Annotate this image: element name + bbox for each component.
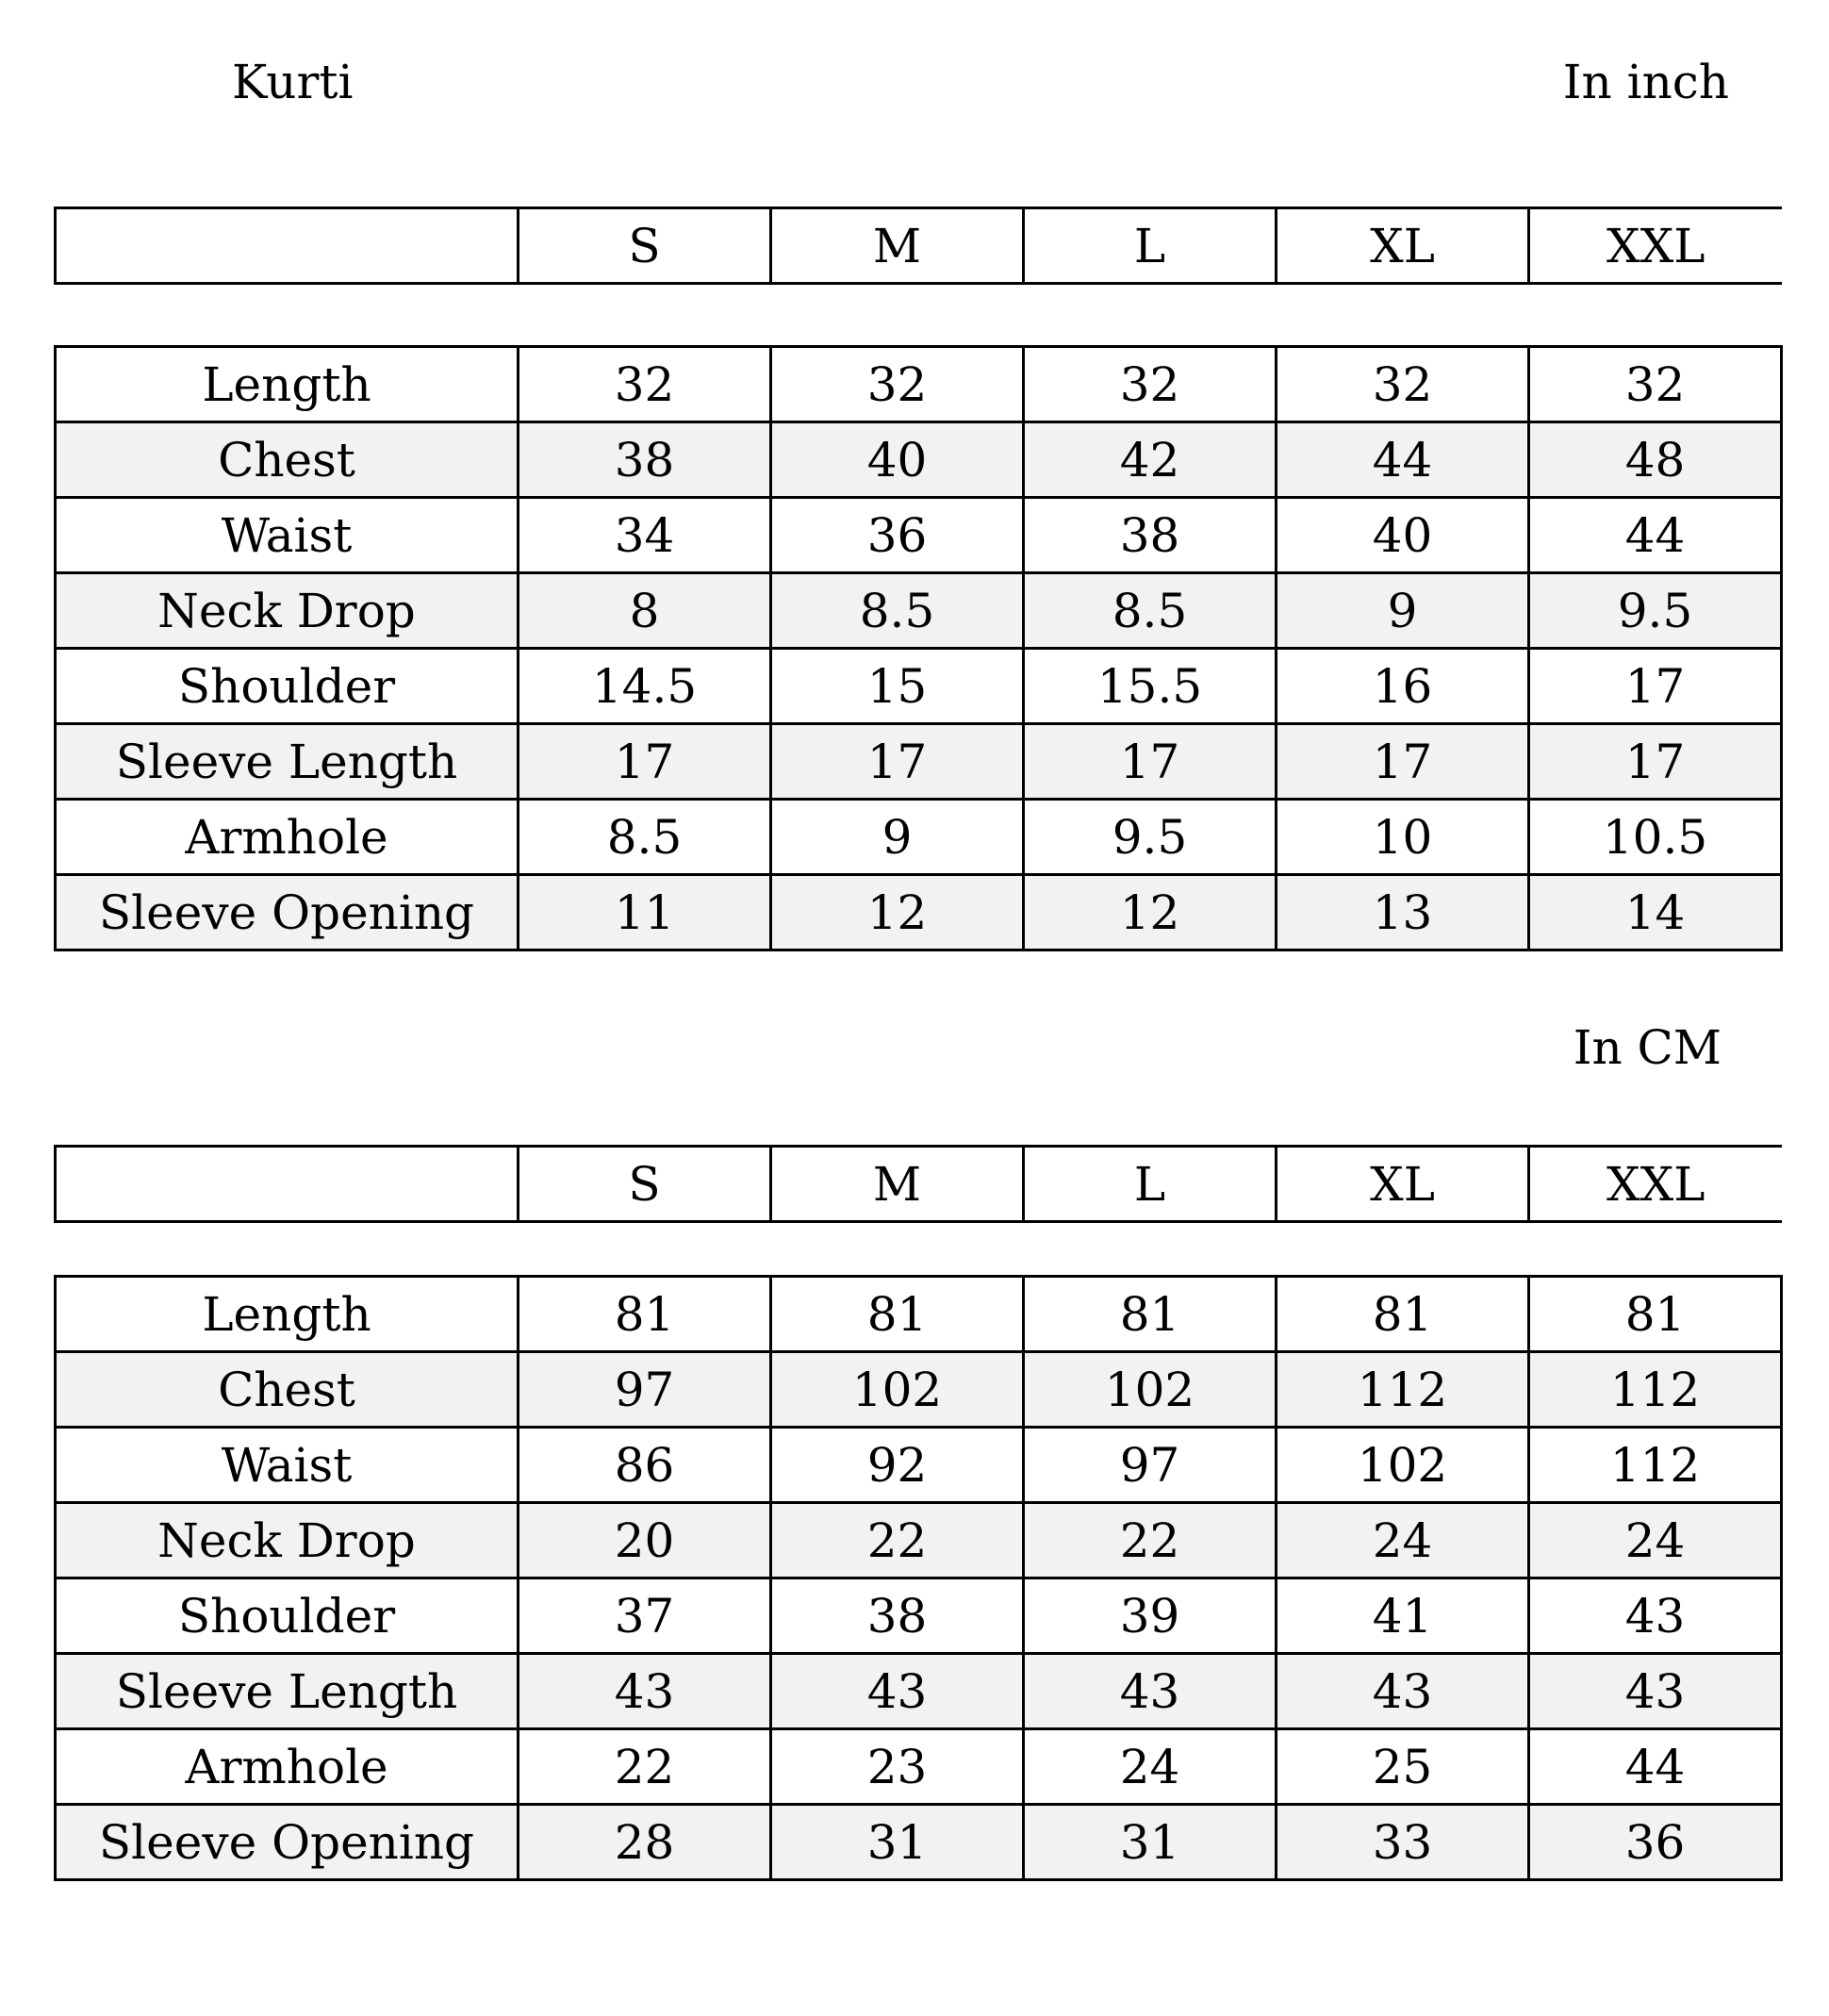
measurement-cell: 15 bbox=[771, 649, 1024, 724]
measurement-cell: 17 bbox=[1529, 724, 1782, 800]
measurement-cell: 102 bbox=[771, 1352, 1024, 1428]
measurement-cell: 40 bbox=[1277, 498, 1529, 573]
measurement-cell: 112 bbox=[1529, 1352, 1782, 1428]
row-label: Shoulder bbox=[56, 649, 519, 724]
size-header-row bbox=[56, 208, 1782, 284]
measurement-cell: 9 bbox=[771, 800, 1024, 875]
measurement-cell: 38 bbox=[1024, 498, 1277, 573]
row-label: Neck Drop bbox=[56, 1503, 519, 1578]
measurement-cell: 36 bbox=[771, 498, 1024, 573]
measurement-cell: 34 bbox=[519, 498, 771, 573]
measurement-cell: 112 bbox=[1529, 1428, 1782, 1503]
measurement-cell: 81 bbox=[1529, 1277, 1782, 1352]
measurement-cell: 102 bbox=[1024, 1352, 1277, 1428]
table-row bbox=[56, 347, 1782, 422]
table-row bbox=[56, 875, 1782, 950]
row-label: Chest bbox=[56, 1352, 519, 1428]
measurement-cell: 15.5 bbox=[1024, 649, 1277, 724]
table-row bbox=[56, 422, 1782, 498]
row-label: Sleeve Opening bbox=[56, 875, 519, 950]
measurement-cell: 10 bbox=[1277, 800, 1529, 875]
row-label: Waist bbox=[56, 1428, 519, 1503]
table-row bbox=[56, 1654, 1782, 1729]
measurement-cell: 38 bbox=[771, 1578, 1024, 1654]
inch-size-header bbox=[54, 207, 1782, 285]
size-header-row bbox=[56, 1147, 1782, 1222]
measurement-cell: 16 bbox=[1277, 649, 1529, 724]
size-header-cell: XL bbox=[1277, 1147, 1529, 1222]
measurement-cell: 44 bbox=[1277, 422, 1529, 498]
measurement-cell: 97 bbox=[1024, 1428, 1277, 1503]
cm-measurement-table bbox=[54, 1275, 1783, 1881]
measurement-cell: 14 bbox=[1529, 875, 1782, 950]
measurement-cell: 9.5 bbox=[1529, 573, 1782, 649]
measurement-cell: 48 bbox=[1529, 422, 1782, 498]
size-header-cell: M bbox=[771, 208, 1024, 284]
measurement-cell: 12 bbox=[771, 875, 1024, 950]
measurement-cell: 8 bbox=[519, 573, 771, 649]
measurement-cell: 9.5 bbox=[1024, 800, 1277, 875]
measurement-cell: 22 bbox=[1024, 1503, 1277, 1578]
table-row bbox=[56, 1805, 1782, 1880]
measurement-cell: 40 bbox=[771, 422, 1024, 498]
measurement-cell: 24 bbox=[1024, 1729, 1277, 1805]
measurement-cell: 36 bbox=[1529, 1805, 1782, 1880]
measurement-cell: 8.5 bbox=[771, 573, 1024, 649]
inch-measurement-table bbox=[54, 345, 1783, 951]
row-label: Length bbox=[56, 347, 519, 422]
measurement-cell: 31 bbox=[1024, 1805, 1277, 1880]
measurement-cell: 17 bbox=[1024, 724, 1277, 800]
measurement-cell: 37 bbox=[519, 1578, 771, 1654]
table-row bbox=[56, 1503, 1782, 1578]
table-row bbox=[56, 1729, 1782, 1805]
header-blank-cell bbox=[56, 208, 519, 284]
measurement-cell: 33 bbox=[1277, 1805, 1529, 1880]
table-row bbox=[56, 1352, 1782, 1428]
measurement-cell: 23 bbox=[771, 1729, 1024, 1805]
row-label: Sleeve Length bbox=[56, 724, 519, 800]
table-row bbox=[56, 1428, 1782, 1503]
row-label: Chest bbox=[56, 422, 519, 498]
measurement-cell: 10.5 bbox=[1529, 800, 1782, 875]
size-header-cell: XXL bbox=[1529, 1147, 1782, 1222]
table-row bbox=[56, 800, 1782, 875]
measurement-cell: 17 bbox=[771, 724, 1024, 800]
table-row bbox=[56, 498, 1782, 573]
size-header-cell: XL bbox=[1277, 208, 1529, 284]
measurement-cell: 32 bbox=[1277, 347, 1529, 422]
measurement-cell: 86 bbox=[519, 1428, 771, 1503]
table-row bbox=[56, 1578, 1782, 1654]
measurement-cell: 17 bbox=[519, 724, 771, 800]
measurement-cell: 28 bbox=[519, 1805, 771, 1880]
measurement-cell: 43 bbox=[1024, 1654, 1277, 1729]
measurement-cell: 22 bbox=[519, 1729, 771, 1805]
measurement-cell: 17 bbox=[1529, 649, 1782, 724]
measurement-cell: 39 bbox=[1024, 1578, 1277, 1654]
measurement-cell: 43 bbox=[771, 1654, 1024, 1729]
measurement-cell: 42 bbox=[1024, 422, 1277, 498]
measurement-cell: 32 bbox=[771, 347, 1024, 422]
size-header-cell: XXL bbox=[1529, 208, 1782, 284]
measurement-cell: 43 bbox=[1277, 1654, 1529, 1729]
header-blank-cell bbox=[56, 1147, 519, 1222]
size-header-cell: S bbox=[519, 1147, 771, 1222]
size-header-cell: L bbox=[1024, 208, 1277, 284]
measurement-cell: 38 bbox=[519, 422, 771, 498]
size-header-cell: L bbox=[1024, 1147, 1277, 1222]
measurement-cell: 81 bbox=[771, 1277, 1024, 1352]
measurement-cell: 102 bbox=[1277, 1428, 1529, 1503]
measurement-cell: 22 bbox=[771, 1503, 1024, 1578]
measurement-cell: 44 bbox=[1529, 1729, 1782, 1805]
table-row bbox=[56, 1277, 1782, 1352]
measurement-cell: 97 bbox=[519, 1352, 771, 1428]
unit-label-cm: In CM bbox=[1573, 1020, 1722, 1075]
table-row bbox=[56, 573, 1782, 649]
row-label: Waist bbox=[56, 498, 519, 573]
measurement-cell: 92 bbox=[771, 1428, 1024, 1503]
measurement-cell: 41 bbox=[1277, 1578, 1529, 1654]
row-label: Length bbox=[56, 1277, 519, 1352]
chart-title: Kurti bbox=[232, 55, 354, 109]
measurement-cell: 24 bbox=[1529, 1503, 1782, 1578]
cm-size-header bbox=[54, 1145, 1782, 1223]
measurement-cell: 81 bbox=[1024, 1277, 1277, 1352]
row-label: Armhole bbox=[56, 800, 519, 875]
measurement-cell: 112 bbox=[1277, 1352, 1529, 1428]
measurement-cell: 14.5 bbox=[519, 649, 771, 724]
measurement-cell: 44 bbox=[1529, 498, 1782, 573]
measurement-cell: 11 bbox=[519, 875, 771, 950]
measurement-cell: 17 bbox=[1277, 724, 1529, 800]
measurement-cell: 43 bbox=[519, 1654, 771, 1729]
size-header-cell: M bbox=[771, 1147, 1024, 1222]
measurement-cell: 81 bbox=[519, 1277, 771, 1352]
table-row bbox=[56, 724, 1782, 800]
row-label: Sleeve Length bbox=[56, 1654, 519, 1729]
measurement-cell: 43 bbox=[1529, 1578, 1782, 1654]
measurement-cell: 81 bbox=[1277, 1277, 1529, 1352]
row-label: Shoulder bbox=[56, 1578, 519, 1654]
measurement-cell: 32 bbox=[1529, 347, 1782, 422]
size-header-cell: S bbox=[519, 208, 771, 284]
row-label: Neck Drop bbox=[56, 573, 519, 649]
row-label: Armhole bbox=[56, 1729, 519, 1805]
measurement-cell: 8.5 bbox=[519, 800, 771, 875]
measurement-cell: 31 bbox=[771, 1805, 1024, 1880]
measurement-cell: 8.5 bbox=[1024, 573, 1277, 649]
table-row bbox=[56, 649, 1782, 724]
measurement-cell: 43 bbox=[1529, 1654, 1782, 1729]
measurement-cell: 20 bbox=[519, 1503, 771, 1578]
measurement-cell: 9 bbox=[1277, 573, 1529, 649]
measurement-cell: 24 bbox=[1277, 1503, 1529, 1578]
measurement-cell: 25 bbox=[1277, 1729, 1529, 1805]
row-label: Sleeve Opening bbox=[56, 1805, 519, 1880]
unit-label-inch: In inch bbox=[1562, 55, 1729, 109]
measurement-cell: 32 bbox=[519, 347, 771, 422]
measurement-cell: 13 bbox=[1277, 875, 1529, 950]
measurement-cell: 12 bbox=[1024, 875, 1277, 950]
measurement-cell: 32 bbox=[1024, 347, 1277, 422]
